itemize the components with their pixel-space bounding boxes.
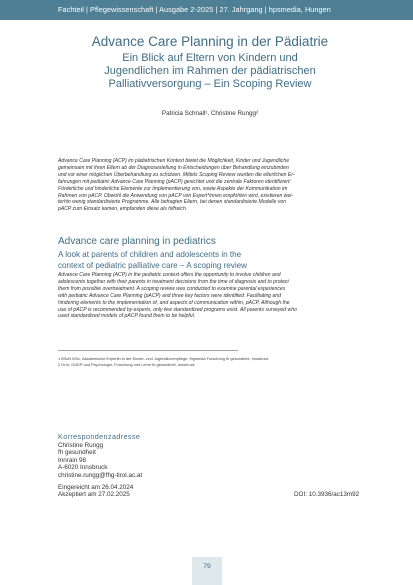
correspondence-line: Innrain 98	[58, 456, 87, 464]
abstract-line: fahrungen mit pediatric Advance Care Planning (pACP) gesichtet und die zentrale Faktoren identifiziert:	[58, 178, 291, 185]
page-number-tab	[192, 557, 222, 585]
correspondence-heading: Korrespondenzadresse	[58, 432, 141, 441]
abstract-line: adolescents together with their parents in treatment decisions from the time of diagnosis and to protect	[58, 278, 289, 285]
english-subtitle	[58, 250, 368, 271]
page-number: 79	[203, 563, 211, 570]
subtitle-line: Palliativversorgung – Ein Scoping Review	[108, 78, 312, 90]
abstract-line: hindering elements to the implementation of, and aspects of communication within, pACP. Although the	[58, 299, 290, 306]
subtitle-line: Jugendlichen im Rahmen der pädiatrischen	[104, 65, 316, 77]
footnote-divider	[58, 350, 238, 351]
doi-link[interactable]: DOI: 10.3936/ac13m92	[294, 491, 360, 499]
footnotes	[58, 356, 358, 367]
article-title-block	[40, 34, 380, 91]
correspondence-line: Christine Rungg	[58, 442, 104, 449]
abstract-english	[58, 272, 364, 320]
journal-breadcrumb: Fachteil | Pflegewissenschaft | Ausgabe 2-2025 | 27. Jahrgang | hpsmedia, Hungen	[58, 5, 331, 14]
journal-header-bar	[0, 0, 413, 20]
received-date: Eingereicht am 26.04.2024	[58, 484, 134, 492]
abstract-line: Rahmen von pACP. Obwohl die Anwendung von pACP von Expert*innen empfohlen wird, existieren wei-	[58, 192, 294, 199]
correspondence-line: A-6020 Innsbruck	[58, 464, 108, 472]
article-title: Advance Care Planning in der Pädiatrie	[91, 34, 329, 49]
english-subtitle-line: A look at parents of children and adolescents in the	[58, 250, 242, 259]
footnote-item: 2 Dr.in, DGKP und Psychologin, Forschung und Lehre fh gesundheit, Innsbruck	[58, 361, 195, 367]
abstract-line: terhin wenig standardisierte Programme. Alle befragten Eltern, bei denen standardisierte Modelle von	[58, 199, 287, 206]
abstract-line: used standardized models of pACP found them to be helpful.	[58, 313, 196, 320]
abstract-line: with pediatric Advance Care Planning (pACP) and three key factors were identified: Facilitating and	[58, 292, 281, 299]
footnote-item: 1 BScN MSc, Akademische Expertin in der Kinder- und Jugendlichenpflege, fhgmedia Forschung fh gesundheit, Innsbruck	[58, 356, 269, 361]
english-title: Advance care planning in pediatrics	[58, 236, 216, 247]
abstract-line: gemeinsam mit ihren Eltern ab der Diagnosestellung in Entscheidungen über Behandlung einzubinden	[58, 164, 289, 171]
abstract-german	[58, 158, 364, 213]
english-subtitle-line: context of pediatric palliative care – A scoping review	[58, 260, 247, 270]
abstract-line: Advance Care Planning (ACP) im pädiatrischen Kontext bietet die Möglichkeit, Kinder und Jugendliche	[58, 158, 290, 164]
abstract-line: pACP zum Einsatz kamen, empfanden diese als hilfreich.	[58, 206, 188, 213]
subtitle-line: Ein Blick auf Eltern von Kindern und	[122, 52, 298, 64]
abstract-line: Advance Care Planning (ACP) in the pediatric context offers the opportunity to involve children and	[58, 272, 281, 278]
abstract-line: use of pACP is recommended by experts, only few standardized programs exist. All parents surveyed who	[58, 306, 297, 313]
accepted-date: Akzeptiert am 27.02.2025	[58, 491, 130, 499]
abstract-line: und vor einer möglichen Überbehandlung zu schützen. Mittels Scoping Review wurden die elterlichen Er-	[58, 171, 295, 178]
abstract-line: them from possible overtreatment. A scoping review was conducted to examine parental experiences	[58, 285, 286, 292]
article-subtitle	[40, 52, 380, 91]
correspondence-email[interactable]: christine.rungg@fhg-tirol.ac.at	[58, 471, 143, 479]
author-line: Patricia Schnall¹, Christine Rungg²	[161, 110, 259, 117]
abstract-line: Förderliche und hinderliche Elemente zur Implementierung von, sowie Aspekte der Kommunikation im	[58, 185, 288, 192]
correspondence-line: fh gesundheit	[58, 449, 96, 457]
correspondence-block	[58, 432, 358, 499]
